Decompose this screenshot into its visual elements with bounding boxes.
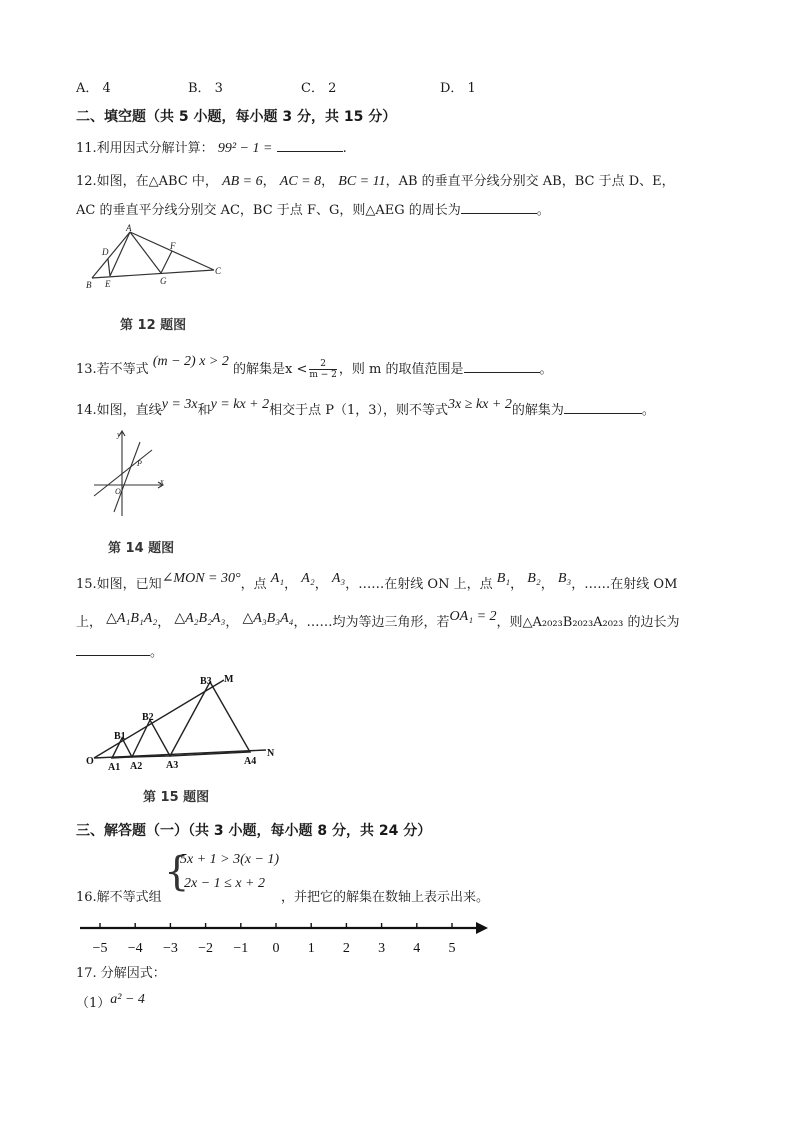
q12-label-c: C xyxy=(215,266,222,276)
q12-label-e: E xyxy=(105,279,111,289)
q14-figure xyxy=(90,428,170,518)
q15-triangle-2: △A₂B₂A₃ xyxy=(174,611,226,626)
q15-line1-d: ，……在射线 OM xyxy=(571,577,678,592)
q14-text-a: 14.如图，直线 xyxy=(76,403,162,418)
q15-label-a2: A2 xyxy=(130,761,143,772)
q15-label-a4: A4 xyxy=(244,756,257,767)
q16-tick-label: 3 xyxy=(378,941,386,956)
q15-label-o: O xyxy=(86,756,94,767)
q15-line2-c: ，则△A₂₀₂₃B₂₀₂₃A₂₀₂₃ 的边长为 xyxy=(496,615,680,630)
q15-triangle-3: △A₃B₃A₄ xyxy=(242,611,294,626)
q15-triangle-a3b3a4 xyxy=(170,682,250,756)
q15-a1: A₁ xyxy=(270,571,285,586)
question-15-line2: 上， △A₁B₁A₂， △A₂B₂A₃， △A₃B₃A₄，……均为等边三角形，若OA₁ = 2，则△A₂₀₂₃B₂₀₂₃A₂₀₂₃ 的边长为 xyxy=(76,609,680,630)
q12-label-b: B xyxy=(86,280,92,290)
q12-label-f: F xyxy=(170,241,176,251)
q15-triangle-a2b2a3 xyxy=(132,720,170,757)
q13-fraction-num: 2 xyxy=(309,359,337,370)
q15-label-b1: B1 xyxy=(114,731,126,742)
q16-text-a: 16.解不等式组 xyxy=(76,890,162,905)
q16-tick-label: 4 xyxy=(413,941,421,956)
q17-part-1-expr: a² − 4 xyxy=(110,992,145,1007)
q15-line2-b: ，……均为等边三角形，若 xyxy=(293,615,450,630)
q14-text-c: 的解集为 xyxy=(511,403,564,418)
q15-line1-b: ，点 xyxy=(240,577,267,592)
choice-a: A． 4 xyxy=(76,81,111,96)
question-15-line1: 15.如图，已知∠MON = 30°，点 A₁， A₂， A₃，……在射线 ON 上，点 B₁， B₂， B₃，……在射线 OM xyxy=(76,571,678,592)
q16-inequality-1: 5x + 1 > 3(x − 1) xyxy=(180,852,280,867)
q16-tick-label: −5 xyxy=(92,941,108,956)
q16-brace-icon: { xyxy=(164,849,190,895)
q12-label-d: D xyxy=(102,247,109,257)
q15-angle: ∠MON = 30° xyxy=(161,571,241,586)
q12-caption: 第 12 题图 xyxy=(120,318,187,333)
q16-tick-label: 5 xyxy=(448,941,456,956)
q15-b2: B₂ xyxy=(527,571,541,586)
section2-title: 二、填空题（共 5 小题，每小题 3 分，共 15 分） xyxy=(76,109,397,125)
question-12-line1: 12.如图，在△ABC 中， AB = 6， AC = 8， BC = 11，AB 的垂直平分线分别交 AB，BC 于点 D、E， xyxy=(76,174,675,189)
q12-figure xyxy=(84,222,234,294)
q14-label-x: x xyxy=(160,477,164,486)
q16-tick-label: −4 xyxy=(127,941,143,956)
q17-part-1-num: （1） xyxy=(76,996,111,1011)
q14-period: 。 xyxy=(641,403,655,418)
question-11 xyxy=(76,137,347,157)
choice-b: B． 3 xyxy=(188,81,223,96)
q15-line1-a: 15.如图，已知 xyxy=(76,577,162,592)
q13-text-b: 的解集是x < xyxy=(233,362,308,377)
q14-line1: y = 3x xyxy=(161,397,198,412)
q13-fraction xyxy=(309,359,337,380)
q15-label-b2: B2 xyxy=(142,712,154,723)
q12-label-g: G xyxy=(160,276,167,286)
choice-c: C． 2 xyxy=(301,81,337,96)
q12-ab: AB = 6 xyxy=(222,174,263,189)
q14-text-b: 相交于点 P（1，3），则不等式 xyxy=(269,403,449,418)
q15-b3: B₃ xyxy=(557,571,572,586)
q13-inequality: (m − 2) x > 2 xyxy=(152,354,229,369)
q11-text: 11.利用因式分解计算： xyxy=(76,141,214,156)
q15-end: 。 xyxy=(150,645,164,660)
question-14 xyxy=(76,399,655,419)
q15-label-n: N xyxy=(267,748,275,759)
q15-ray-on xyxy=(94,750,266,758)
q15-line2-a: 上， xyxy=(76,615,103,630)
q16-tick-label: 1 xyxy=(307,941,315,956)
q17-part-1 xyxy=(76,992,145,1012)
q15-label-b3: B3 xyxy=(200,676,212,687)
question-15-line3 xyxy=(76,641,163,660)
q11-end: . xyxy=(342,141,347,156)
q15-caption: 第 15 题图 xyxy=(143,790,210,805)
q13-text-a: 13.若不等式 xyxy=(76,362,149,377)
q11-answer-blank[interactable] xyxy=(277,139,343,152)
question-12-line2 xyxy=(76,199,550,218)
q14-label-o: O xyxy=(115,487,121,496)
q16-arrow-icon xyxy=(476,922,488,934)
q17-text: 17. 分解因式： xyxy=(76,966,166,981)
q16-tick-label: 0 xyxy=(272,941,280,956)
q12-line2: AC 的垂直平分线分别交 AC，BC 于点 F、G，则△AEG 的周长为 xyxy=(76,203,461,218)
q16-tick-label: 2 xyxy=(342,941,350,956)
q15-answer-blank[interactable] xyxy=(76,643,150,656)
q15-label-m: M xyxy=(224,674,234,685)
q14-and: 和 xyxy=(197,403,211,418)
question-13 xyxy=(76,354,553,380)
q16-number-line xyxy=(76,912,496,956)
q15-a3: A₃ xyxy=(331,571,346,586)
q12-period: 。 xyxy=(536,203,550,218)
q15-triangle-1: △A₁B₁A₂ xyxy=(106,611,158,626)
q14-answer-blank[interactable] xyxy=(564,401,642,414)
q14-label-y: y xyxy=(117,430,121,439)
q12-line1-b: ，AB 的垂直平分线分别交 AB，BC 于点 D、E， xyxy=(385,174,675,189)
q15-b1: B₁ xyxy=(496,571,511,586)
q15-line1-c: ，……在射线 ON 上，点 xyxy=(345,577,493,592)
q15-a2: A₂ xyxy=(301,571,315,586)
q14-line2: y = kx + 2 xyxy=(210,397,270,412)
q15-label-a1: A1 xyxy=(108,762,121,772)
q11-expr: 99² − 1 = xyxy=(217,141,273,156)
choice-d: D． 1 xyxy=(440,81,476,96)
q13-text-c: ，则 m 的取值范围是 xyxy=(338,362,464,377)
q14-label-p: P xyxy=(137,459,142,468)
q16-tick-label: −1 xyxy=(233,941,249,956)
section3-title: 三、解答题（一）（共 3 小题，每小题 8 分，共 24 分） xyxy=(76,823,432,839)
q14-inequality: 3x ≥ kx + 2 xyxy=(448,397,512,412)
q16-tick-label: −2 xyxy=(198,941,214,956)
q15-figure xyxy=(84,672,284,772)
q13-period: 。 xyxy=(539,362,553,377)
q15-oa1: OA₁ = 2 xyxy=(449,609,497,624)
q12-answer-blank[interactable] xyxy=(461,201,537,214)
q12-label-a: A xyxy=(126,223,132,233)
q13-answer-blank[interactable] xyxy=(464,360,540,373)
q16-text-b: ，并把它的解集在数轴上表示出来。 xyxy=(281,890,490,905)
q16-tick-label: −3 xyxy=(162,941,178,956)
q16-inequality-2: 2x − 1 ≤ x + 2 xyxy=(184,876,266,891)
q13-fraction-den: m − 2 xyxy=(309,370,337,380)
q12-ac: AC = 8 xyxy=(279,174,322,189)
q14-caption: 第 14 题图 xyxy=(108,541,175,556)
q12-line1-a: 12.如图，在△ABC 中， xyxy=(76,174,218,189)
q12-bc: BC = 11 xyxy=(338,174,386,189)
q15-label-a3: A3 xyxy=(166,760,179,771)
